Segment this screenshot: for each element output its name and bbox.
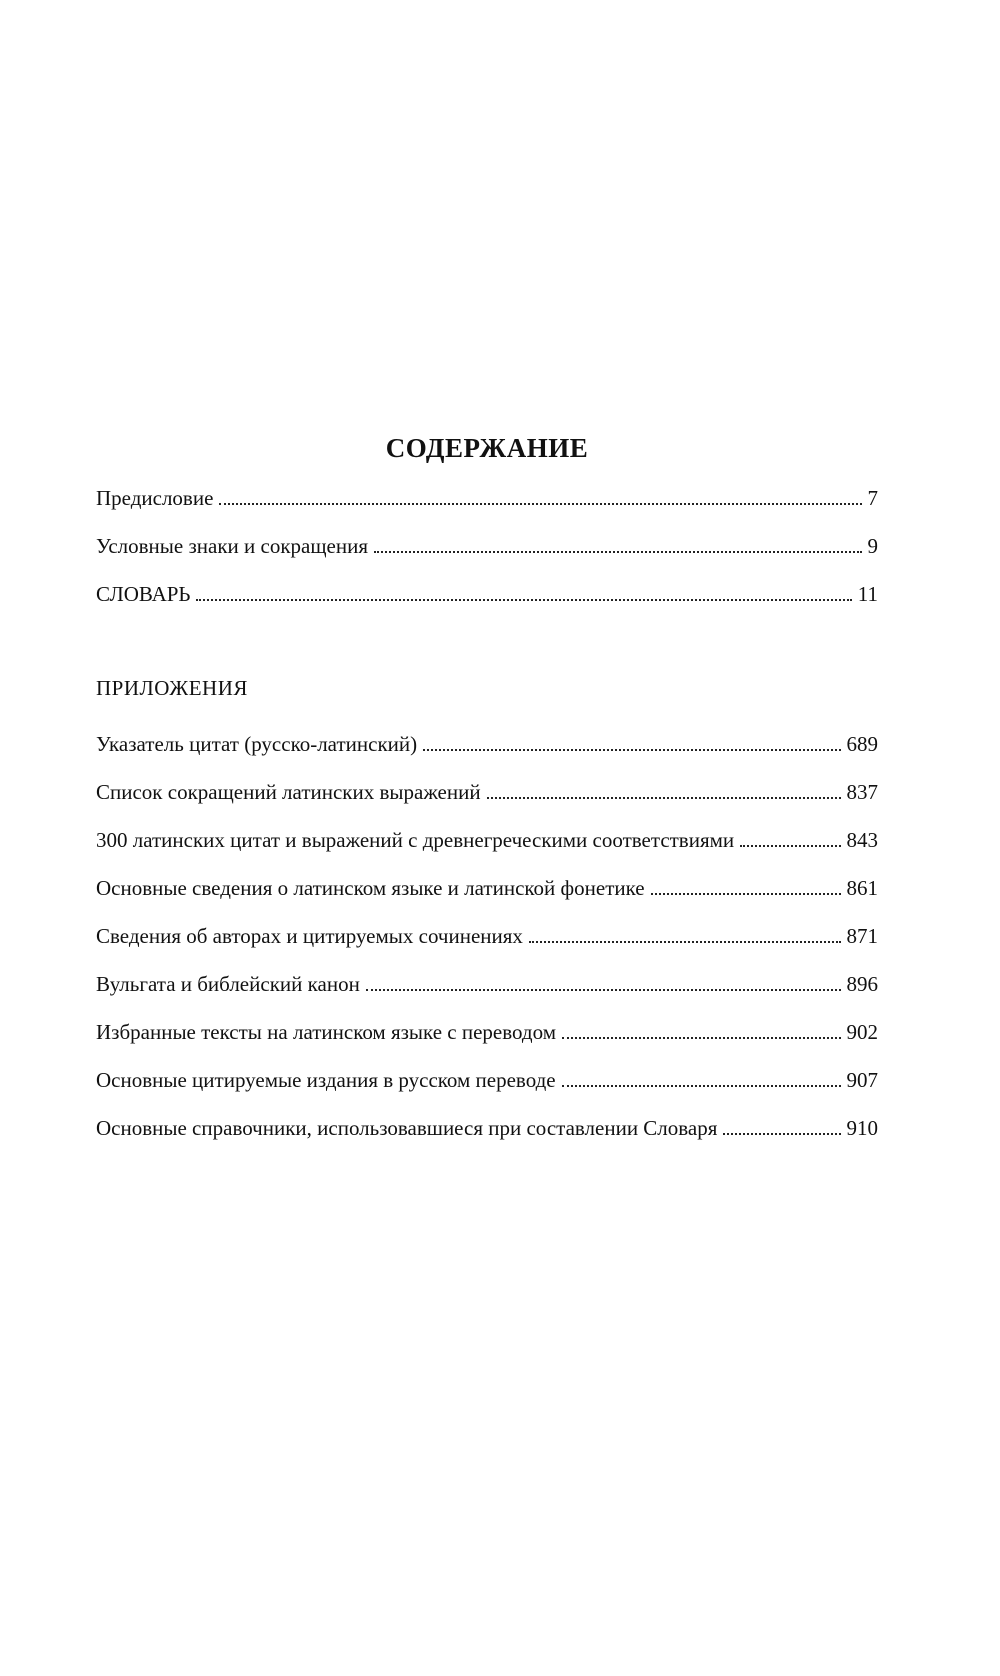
toc-entry-label: Условные знаки и сокращения [96, 534, 368, 558]
toc-entry-page: 896 [846, 972, 878, 996]
toc-entry [96, 570, 878, 618]
toc-entry [96, 1056, 878, 1104]
dot-leader [423, 749, 840, 751]
dot-leader [374, 551, 862, 553]
toc-entry-page: 9 [867, 534, 878, 558]
toc-entry-page: 861 [846, 876, 878, 900]
toc-entry-label: Сведения об авторах и цитируемых сочинениях [96, 924, 523, 948]
dot-leader [562, 1085, 841, 1087]
dot-leader [651, 893, 841, 895]
toc-entry-page: 907 [846, 1068, 878, 1092]
toc-entry [96, 1008, 878, 1056]
appendix-heading: ПРИЛОЖЕНИЯ [96, 676, 248, 700]
toc-entry-label: Основные цитируемые издания в русском переводе [96, 1068, 556, 1092]
dot-leader [529, 941, 841, 943]
toc-entry [96, 720, 878, 768]
toc-entry-page: 843 [846, 828, 878, 852]
dot-leader [196, 599, 851, 601]
toc-entry-label: 300 латинских цитат и выражений с древнегреческими соответствиями [96, 828, 735, 852]
toc-entry-page: 11 [857, 582, 878, 606]
toc-entry [96, 768, 878, 816]
toc-entry [96, 474, 878, 522]
main-entries [96, 474, 878, 618]
toc-entry-page: 871 [846, 924, 878, 948]
dot-leader [366, 989, 841, 991]
dot-leader [740, 845, 840, 847]
dot-leader [487, 797, 841, 799]
toc-entry [96, 816, 878, 864]
dot-leader [723, 1133, 840, 1135]
toc-entry-page: 689 [846, 732, 878, 756]
toc-entry-label: Вульгата и библейский канон [96, 972, 360, 996]
toc-entry-label: Основные сведения о латинском языке и латинской фонетике [96, 876, 645, 900]
toc-entry-label: СЛОВАРЬ [96, 582, 191, 606]
toc-entry [96, 864, 878, 912]
toc-entry [96, 960, 878, 1008]
table-of-contents [96, 430, 878, 1152]
toc-entry-label: Избранные тексты на латинском языке с переводом [96, 1020, 556, 1044]
dot-leader [562, 1037, 841, 1039]
toc-entry-page: 910 [846, 1116, 878, 1140]
toc-entry-page: 902 [846, 1020, 878, 1044]
toc-entry-label: Указатель цитат (русско-латинский) [96, 732, 418, 756]
toc-entry [96, 1104, 878, 1152]
toc-entry [96, 912, 878, 960]
toc-entry [96, 522, 878, 570]
toc-entry-label: Предисловие [96, 486, 214, 510]
appendix-entries [96, 720, 878, 1152]
toc-entry-label: Список сокращений латинских выражений [96, 780, 481, 804]
toc-title: СОДЕРЖАНИЕ [385, 433, 589, 463]
toc-entry-page: 7 [867, 486, 878, 510]
dot-leader [219, 503, 861, 505]
toc-entry-label: Основные справочники, использовавшиеся при составлении Словаря [96, 1116, 718, 1140]
toc-entry-page: 837 [846, 780, 878, 804]
